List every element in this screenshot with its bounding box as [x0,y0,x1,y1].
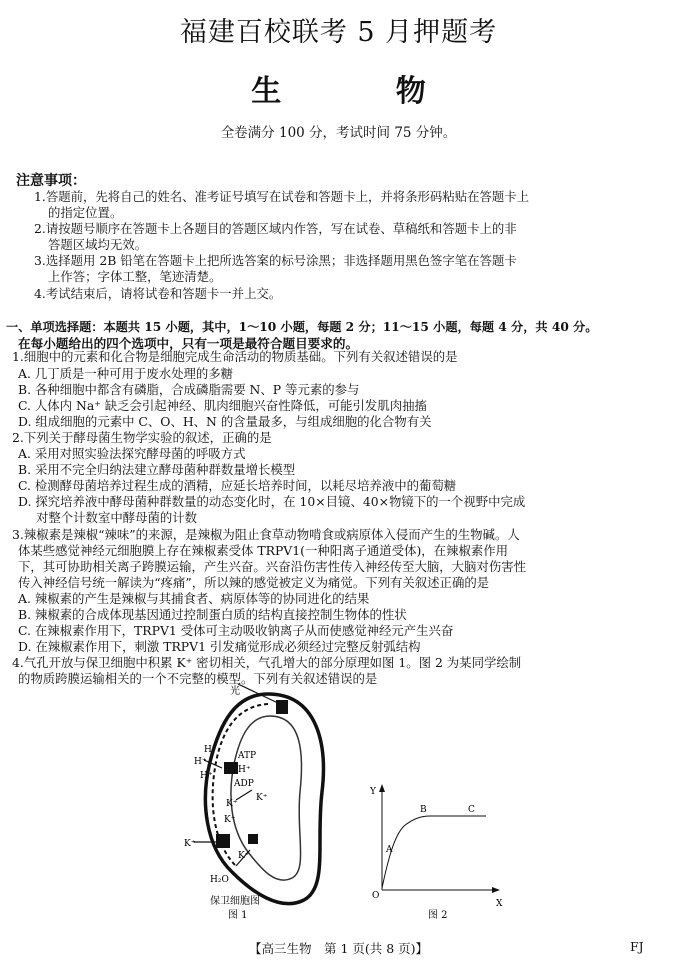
k-label: K⁺ [224,815,236,825]
option-d: D. 在辣椒素作用下，刺激 TRPV1 引发痛觉形成必须经过完整反射弧结构 [18,639,421,654]
option-a: A. 几丁质是一种可用于废水处理的多糖 [18,366,234,381]
exam-meta: 全卷满分 100 分，考试时间 75 分钟。 [220,125,457,141]
notice-line: 1.答题前，先将自己的姓名、准考证号填写在试卷和答题卡上，并将条形码粘贴在答题卡上 [34,189,530,204]
option-c: C. 人体内 Na⁺ 缺乏会引起神经、肌肉细胞兴奋性降低，可能引发肌肉抽搐 [18,398,427,413]
notice-line: 4.考试结束后，请将试卷和答题卡一并上交。 [34,286,282,301]
point-a: A [386,845,393,855]
subject-title: 生 物 [251,74,478,109]
x-axis-arrow [492,887,500,893]
k-label: K⁺ [184,839,196,849]
figure-1-caption: 图 1 [228,910,248,921]
x-label: X [496,899,503,909]
option-b: B. 各种细胞中都含有磷脂，合成磷脂需要 N、P 等元素的参与 [18,382,360,397]
origin-label: O [372,891,380,901]
proton-pump [224,762,238,774]
h-label: H⁺ [238,765,251,775]
question-stem: 3.辣椒素是辣椒“辣味”的来源，是辣椒为阻止食草动物啃食或病原体入侵而产生的生物碱。人 [12,527,520,542]
k-label: K⁺ [226,799,238,809]
k-channel [216,834,230,848]
notice-line: 的指定位置。 [48,205,123,220]
h-label: H⁺ [204,745,217,755]
water-label: H₂O [210,875,229,885]
page-footer: 【高三生物 第 1 页(共 8 页)】 [248,941,429,956]
k-label: K⁺ [238,851,250,861]
y-axis-arrow [379,784,385,792]
figure-1-guard-cell [176,682,346,922]
light-receptor [276,700,288,714]
adp-label: ADP [234,779,254,789]
question-stem: 的物质跨膜运输相关的一个不完整的模型。下列有关叙述错误的是 [18,671,378,686]
question-stem: 2.下列关于酵母菌生物学实验的叙述，正确的是 [12,430,272,445]
k-label: K⁺ [256,793,268,803]
question-stem: 体某些感觉神经元细胞膜上存在辣椒素受体 TRPV1(一种阳离子通道受体)，在辣椒素作用 [18,543,509,558]
question-stem: 4.气孔开放与保卫细胞中积累 K⁺ 密切相关，气孔增大的部分原理如图 1。图 2 为某同学绘制 [12,655,522,670]
exam-title: 福建百校联考 5 月押题考 [179,17,498,48]
notice-heading: 注意事项： [16,173,86,189]
option-d: D. 探究培养液中酵母菌种群数量的动态变化时，在 10×目镜、40×物镜下的一个视野中完成 [18,494,526,509]
notice-line: 上作答；字体工整，笔迹清楚。 [48,269,222,284]
curve [382,816,486,888]
option-c: C. 在辣椒素作用下，TRPV1 受体可主动吸收钠离子从而使感觉神经元产生兴奋 [18,623,454,638]
figure-2-caption: 图 2 [428,910,448,921]
option-b: B. 辣椒素的合成体现基因通过控制蛋白质的结构直接控制生物体的性状 [18,607,407,622]
h-label: H⁺ [200,771,213,781]
point-b: B [420,805,427,815]
option-d: D. 组成细胞的元素中 C、O、H、N 的含量最多，与组成细胞的化合物有关 [18,414,432,429]
option-d-cont: 对整个计数室中酵母菌的计数 [36,510,198,525]
notice-line: 2.请按题号顺序在答题卡上各题目的答题区域内作答，写在试卷、草稿纸和答题卡上的非 [34,221,517,236]
k-transporter [248,834,258,844]
k-arrow [236,790,252,800]
option-a: A. 采用对照实验法探究酵母菌的呼吸方式 [18,446,246,461]
atp-label: ATP [238,751,257,761]
option-a: A. 辣椒素的产生是辣椒与其捕食者、病原体等的协同进化的结果 [18,591,370,606]
footer-code: FJ [630,939,644,954]
option-b: B. 采用不完全归纳法建立酵母菌种群数量增长模型 [18,462,296,477]
section-heading: 一、单项选择题：本题共 15 小题，其中，1～10 小题，每题 2 分；11～15 小题，每题 4 分，共 40 分。 [6,320,598,334]
cell-label: 保卫细胞图 [210,896,260,907]
question-stem: 传入神经信号统一解读为“疼痛”，所以辣的感觉被定义为痛觉。下列有关叙述正确的是 [18,575,490,590]
notice-line: 答题区域均无效。 [48,237,148,252]
light-label: 光 [230,686,240,697]
y-label: Y [370,787,376,797]
question-stem: 1.细胞中的元素和化合物是细胞完成生命活动的物质基础。下列有关叙述错误的是 [12,349,458,364]
section-instruction: 在每小题给出的四个选项中，只有一项是最符合题目要求的。 [18,336,359,351]
point-c: C [468,805,475,815]
notice-line: 3.选择题用 2B 铅笔在答题卡上把所选答案的标号涂黑；非选择题用黑色签字笔在答题卡 [34,253,517,268]
h-label: H⁺ [194,757,207,767]
h-arrow [204,760,222,768]
question-stem: 下，其可协助相关离子跨膜运输，产生兴奋。兴奋沿伤害性传入神经传至大脑，大脑对伤害性 [18,559,527,574]
option-c: C. 检测酵母菌培养过程生成的酒精，应延长培养时间，以耗尽培养液中的葡萄糖 [18,478,457,493]
figure-2-curve [366,780,506,922]
